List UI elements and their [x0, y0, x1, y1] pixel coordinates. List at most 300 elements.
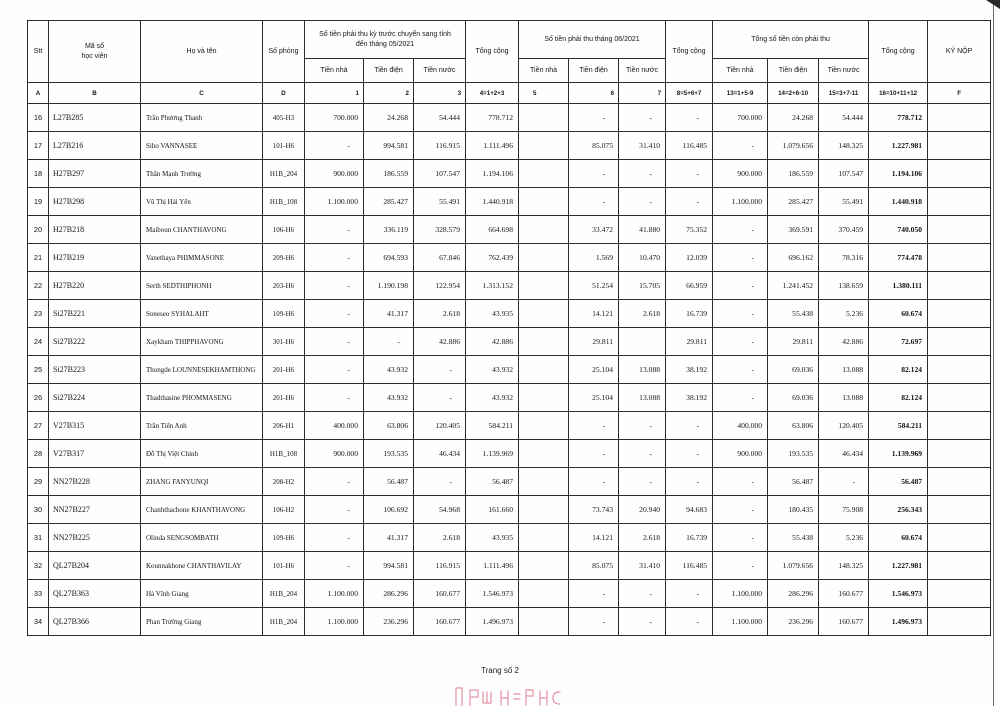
name-cell: ZHANG FANYUNQI [141, 468, 263, 496]
june-house-cell [519, 524, 569, 552]
prev-electric-cell: 43.932 [364, 356, 414, 384]
prev-water-cell: 328.579 [414, 216, 466, 244]
student-id-cell: H27B218 [49, 216, 141, 244]
june-water-cell: 31.410 [619, 552, 666, 580]
stt-cell: 16 [28, 104, 49, 132]
student-id-cell: V27B315 [49, 412, 141, 440]
june-water-cell: - [619, 188, 666, 216]
table-row [28, 216, 991, 244]
prev-electric-cell: 286.296 [364, 580, 414, 608]
due-electric-cell: 180.435 [768, 496, 819, 524]
june-total-cell: 116.485 [666, 132, 713, 160]
stt-cell: 29 [28, 468, 49, 496]
header-due-total: Tổng cộng [869, 21, 928, 83]
name-cell: Xaykham THIPPHAVONG [141, 328, 263, 356]
table-row [28, 188, 991, 216]
june-electric-cell: 29.811 [569, 328, 619, 356]
june-water-cell: 20.940 [619, 496, 666, 524]
column-code: 13=1+5-9 [713, 83, 768, 104]
june-house-cell [519, 272, 569, 300]
june-total-cell: - [666, 440, 713, 468]
prev-water-cell: 2.618 [414, 300, 466, 328]
due-electric-cell: 29.811 [768, 328, 819, 356]
due-house-cell: - [713, 552, 768, 580]
prev-water-cell: - [414, 468, 466, 496]
stt-cell: 19 [28, 188, 49, 216]
june-total-cell: 16.739 [666, 524, 713, 552]
prev-house-cell: 900.000 [305, 160, 364, 188]
name-cell: Đỗ Thị Việt Chinh [141, 440, 263, 468]
june-total-cell: 66.959 [666, 272, 713, 300]
june-water-cell: - [619, 104, 666, 132]
due-house-cell: 1.100.000 [713, 580, 768, 608]
prev-total-cell: 1.440.918 [466, 188, 519, 216]
prev-total-cell: 762.439 [466, 244, 519, 272]
name-cell: Chanhthachone KHANTHAVONG [141, 496, 263, 524]
prev-house-cell: 1.100.000 [305, 188, 364, 216]
due-electric-cell: 186.559 [768, 160, 819, 188]
header-student-id: Mã số học viên [49, 21, 141, 83]
room-cell: 106-H2 [263, 496, 305, 524]
name-cell: Vũ Thị Hải Yến [141, 188, 263, 216]
room-cell: 101-H6 [263, 132, 305, 160]
june-electric-cell: - [569, 160, 619, 188]
student-id-cell: H27B297 [49, 160, 141, 188]
prev-electric-cell: 694.593 [364, 244, 414, 272]
prev-water-cell: 160.677 [414, 608, 466, 636]
prev-house-cell: - [305, 496, 364, 524]
due-total-cell: 774.478 [869, 244, 928, 272]
june-house-cell [519, 188, 569, 216]
header-due-house: Tiền nhà [713, 59, 768, 83]
prev-electric-cell: 336.119 [364, 216, 414, 244]
june-house-cell [519, 608, 569, 636]
prev-water-cell: 54.968 [414, 496, 466, 524]
june-total-cell: - [666, 104, 713, 132]
due-total-cell: 56.487 [869, 468, 928, 496]
june-water-cell: 2.618 [619, 300, 666, 328]
column-code: 16=10+11+12 [869, 83, 928, 104]
june-total-cell: 38.192 [666, 356, 713, 384]
june-total-cell: 16.739 [666, 300, 713, 328]
prev-house-cell: - [305, 216, 364, 244]
due-house-cell: - [713, 272, 768, 300]
june-house-cell [519, 328, 569, 356]
table-body [28, 104, 991, 636]
due-water-cell: 5.236 [819, 524, 869, 552]
due-electric-cell: 24.268 [768, 104, 819, 132]
header-due-water: Tiền nước [819, 59, 869, 83]
due-total-cell: 584.211 [869, 412, 928, 440]
header-prev-total: Tổng cộng [466, 21, 519, 83]
prev-total-cell: 1.546.973 [466, 580, 519, 608]
column-code: 2 [364, 83, 414, 104]
table-row [28, 328, 991, 356]
prev-water-cell: - [414, 384, 466, 412]
student-id-cell: QL27B363 [49, 580, 141, 608]
prev-total-cell: 43.935 [466, 300, 519, 328]
header-name: Họ và tên [141, 21, 263, 83]
due-electric-cell: 63.806 [768, 412, 819, 440]
header-group-prev: Số tiền phải thu kỳ trước chuyển sang tính đến tháng 05/2021 [305, 21, 466, 59]
due-total-cell: 1.440.918 [869, 188, 928, 216]
june-water-cell: 2.618 [619, 524, 666, 552]
due-electric-cell: 369.591 [768, 216, 819, 244]
due-total-cell: 1.546.973 [869, 580, 928, 608]
due-water-cell: 160.677 [819, 608, 869, 636]
june-total-cell: - [666, 412, 713, 440]
room-cell: 209-H6 [263, 244, 305, 272]
due-house-cell: - [713, 244, 768, 272]
prev-water-cell: 160.677 [414, 580, 466, 608]
june-house-cell [519, 132, 569, 160]
room-cell: 301-H6 [263, 328, 305, 356]
student-id-cell: QL27B366 [49, 608, 141, 636]
june-electric-cell: - [569, 104, 619, 132]
prev-water-cell: 120.405 [414, 412, 466, 440]
june-total-cell: - [666, 580, 713, 608]
prev-electric-cell: 41.317 [364, 524, 414, 552]
due-house-cell: - [713, 328, 768, 356]
table-row [28, 412, 991, 440]
header-due-electric: Tiền điện [768, 59, 819, 83]
column-code: 1 [305, 83, 364, 104]
june-total-cell: - [666, 160, 713, 188]
prev-house-cell: - [305, 384, 364, 412]
june-total-cell: - [666, 608, 713, 636]
room-cell: 201-H6 [263, 384, 305, 412]
name-cell: Kounnakhone CHANTHAVILAY [141, 552, 263, 580]
stt-cell: 27 [28, 412, 49, 440]
due-water-cell: 46.434 [819, 440, 869, 468]
prev-water-cell: 116.915 [414, 132, 466, 160]
due-house-cell: - [713, 524, 768, 552]
table-row [28, 244, 991, 272]
stt-cell: 28 [28, 440, 49, 468]
prev-water-cell: 46.434 [414, 440, 466, 468]
june-electric-cell: 73.743 [569, 496, 619, 524]
header-prev-electric: Tiền điện [364, 59, 414, 83]
prev-electric-cell: 1.190.198 [364, 272, 414, 300]
june-water-cell: 13.088 [619, 356, 666, 384]
signature-cell [928, 300, 991, 328]
due-house-cell: 900.000 [713, 160, 768, 188]
prev-house-cell: - [305, 272, 364, 300]
due-house-cell: - [713, 468, 768, 496]
column-code: B [49, 83, 141, 104]
table-row [28, 272, 991, 300]
column-code: 5 [519, 83, 569, 104]
due-water-cell: - [819, 468, 869, 496]
due-water-cell: 5.236 [819, 300, 869, 328]
prev-electric-cell: 186.559 [364, 160, 414, 188]
june-electric-cell: 1.569 [569, 244, 619, 272]
june-electric-cell: - [569, 468, 619, 496]
due-total-cell: 72.697 [869, 328, 928, 356]
prev-total-cell: 161.660 [466, 496, 519, 524]
stt-cell: 20 [28, 216, 49, 244]
prev-house-cell: - [305, 300, 364, 328]
prev-water-cell: 42.886 [414, 328, 466, 356]
june-house-cell [519, 300, 569, 328]
prev-water-cell: 107.547 [414, 160, 466, 188]
stt-cell: 18 [28, 160, 49, 188]
student-id-cell: Si27B222 [49, 328, 141, 356]
due-electric-cell: 286.296 [768, 580, 819, 608]
prev-electric-cell: 106.692 [364, 496, 414, 524]
fee-table [27, 20, 991, 636]
prev-total-cell: 1.111.496 [466, 132, 519, 160]
due-electric-cell: 55.438 [768, 524, 819, 552]
june-electric-cell: 14.121 [569, 524, 619, 552]
room-cell: H1B_108 [263, 440, 305, 468]
due-electric-cell: 1.241.452 [768, 272, 819, 300]
name-cell: Maiboun CHANTHAVONG [141, 216, 263, 244]
signature-cell [928, 524, 991, 552]
prev-total-cell: 1.111.496 [466, 552, 519, 580]
table-row [28, 608, 991, 636]
stt-cell: 26 [28, 384, 49, 412]
signature-cell [928, 132, 991, 160]
due-water-cell: 148.325 [819, 132, 869, 160]
june-house-cell [519, 496, 569, 524]
column-code: 4=1+2+3 [466, 83, 519, 104]
due-total-cell: 60.674 [869, 524, 928, 552]
prev-house-cell: - [305, 524, 364, 552]
column-code: 8=5+6+7 [666, 83, 713, 104]
name-cell: Olinda SENGSOMBATH [141, 524, 263, 552]
prev-electric-cell: 24.268 [364, 104, 414, 132]
due-electric-cell: 1.079.656 [768, 552, 819, 580]
signature-cell [928, 216, 991, 244]
due-house-cell: - [713, 216, 768, 244]
june-electric-cell: 85.075 [569, 552, 619, 580]
red-stamp [452, 683, 567, 706]
name-cell: Thadthasine PHOMMASENG [141, 384, 263, 412]
june-water-cell: 15.705 [619, 272, 666, 300]
header-june-electric: Tiền điện [569, 59, 619, 83]
signature-cell [928, 188, 991, 216]
due-electric-cell: 69.036 [768, 356, 819, 384]
june-electric-cell: - [569, 188, 619, 216]
due-water-cell: 148.325 [819, 552, 869, 580]
june-house-cell [519, 412, 569, 440]
june-water-cell: - [619, 412, 666, 440]
prev-electric-cell: 994.581 [364, 132, 414, 160]
june-water-cell: - [619, 608, 666, 636]
room-cell: 208-H2 [263, 468, 305, 496]
header-signature: KÝ NỘP [928, 21, 991, 83]
stt-cell: 23 [28, 300, 49, 328]
table-row [28, 440, 991, 468]
student-id-cell: Si27B221 [49, 300, 141, 328]
june-total-cell: 12.039 [666, 244, 713, 272]
prev-house-cell: 400.000 [305, 412, 364, 440]
due-electric-cell: 55.438 [768, 300, 819, 328]
name-cell: Vanethaya PHIMMASONE [141, 244, 263, 272]
due-water-cell: 370.459 [819, 216, 869, 244]
june-electric-cell: - [569, 412, 619, 440]
signature-cell [928, 356, 991, 384]
student-id-cell: V27B317 [49, 440, 141, 468]
student-id-cell: H27B298 [49, 188, 141, 216]
june-electric-cell: 51.254 [569, 272, 619, 300]
column-code: A [28, 83, 49, 104]
june-house-cell [519, 580, 569, 608]
due-water-cell: 138.659 [819, 272, 869, 300]
due-house-cell: - [713, 356, 768, 384]
student-id-cell: L27B285 [49, 104, 141, 132]
june-water-cell: 41.880 [619, 216, 666, 244]
student-id-cell: L27B216 [49, 132, 141, 160]
column-code: 6 [569, 83, 619, 104]
name-cell: Thongde LOUNNESEKHAMTHONG [141, 356, 263, 384]
table-row [28, 300, 991, 328]
june-electric-cell: - [569, 580, 619, 608]
june-total-cell: 38.192 [666, 384, 713, 412]
prev-electric-cell: 285.427 [364, 188, 414, 216]
due-water-cell: 78.316 [819, 244, 869, 272]
name-cell: Thân Mạnh Trường [141, 160, 263, 188]
header-june-house: Tiền nhà [519, 59, 569, 83]
due-house-cell: 1.100.000 [713, 608, 768, 636]
prev-house-cell: - [305, 468, 364, 496]
prev-total-cell: 43.935 [466, 524, 519, 552]
due-electric-cell: 69.036 [768, 384, 819, 412]
header-room: Số phòng [263, 21, 305, 83]
due-water-cell: 13.088 [819, 356, 869, 384]
signature-cell [928, 244, 991, 272]
due-water-cell: 42.886 [819, 328, 869, 356]
header-row [28, 21, 991, 59]
due-total-cell: 1.227.981 [869, 132, 928, 160]
header-june-total: Tổng cộng [666, 21, 713, 83]
due-total-cell: 1.194.106 [869, 160, 928, 188]
signature-cell [928, 468, 991, 496]
prev-electric-cell: 994.581 [364, 552, 414, 580]
due-total-cell: 60.674 [869, 300, 928, 328]
prev-total-cell: 1.139.969 [466, 440, 519, 468]
june-total-cell: 29.811 [666, 328, 713, 356]
room-cell: 206-H1 [263, 412, 305, 440]
june-house-cell [519, 468, 569, 496]
june-total-cell: 75.352 [666, 216, 713, 244]
stt-cell: 34 [28, 608, 49, 636]
due-water-cell: 75.908 [819, 496, 869, 524]
prev-house-cell: 1.100.000 [305, 580, 364, 608]
june-electric-cell: 25.104 [569, 384, 619, 412]
due-total-cell: 256.343 [869, 496, 928, 524]
prev-electric-cell: 193.535 [364, 440, 414, 468]
room-cell: 405-H3 [263, 104, 305, 132]
june-house-cell [519, 356, 569, 384]
due-electric-cell: 285.427 [768, 188, 819, 216]
prev-total-cell: 1.496.973 [466, 608, 519, 636]
june-water-cell: - [619, 440, 666, 468]
signature-cell [928, 608, 991, 636]
signature-cell [928, 496, 991, 524]
due-total-cell: 1.380.111 [869, 272, 928, 300]
june-water-cell: 13.088 [619, 384, 666, 412]
prev-house-cell: - [305, 328, 364, 356]
room-cell: H1B_204 [263, 608, 305, 636]
student-id-cell: H27B219 [49, 244, 141, 272]
prev-electric-cell: 63.806 [364, 412, 414, 440]
prev-water-cell: 122.954 [414, 272, 466, 300]
due-house-cell: 400.000 [713, 412, 768, 440]
stt-cell: 30 [28, 496, 49, 524]
signature-cell [928, 440, 991, 468]
scan-edge [993, 0, 994, 706]
column-code: 3 [414, 83, 466, 104]
prev-total-cell: 42.886 [466, 328, 519, 356]
stt-cell: 31 [28, 524, 49, 552]
stt-cell: 32 [28, 552, 49, 580]
student-id-cell: NN27B228 [49, 468, 141, 496]
prev-total-cell: 43.932 [466, 356, 519, 384]
due-house-cell: - [713, 132, 768, 160]
june-electric-cell: 33.472 [569, 216, 619, 244]
name-cell: Trần Phương Thanh [141, 104, 263, 132]
header-june-water: Tiền nước [619, 59, 666, 83]
due-total-cell: 1.496.973 [869, 608, 928, 636]
prev-total-cell: 56.487 [466, 468, 519, 496]
june-water-cell: 31.410 [619, 132, 666, 160]
june-water-cell: - [619, 160, 666, 188]
due-electric-cell: 193.535 [768, 440, 819, 468]
page-number: Trang số 2 [481, 666, 519, 675]
prev-total-cell: 43.932 [466, 384, 519, 412]
june-water-cell: - [619, 468, 666, 496]
due-water-cell: 107.547 [819, 160, 869, 188]
name-cell: Serth SEDTHIPHONH [141, 272, 263, 300]
due-house-cell: - [713, 300, 768, 328]
june-electric-cell: 14.121 [569, 300, 619, 328]
prev-total-cell: 584.211 [466, 412, 519, 440]
room-cell: 201-H6 [263, 356, 305, 384]
due-total-cell: 740.050 [869, 216, 928, 244]
name-cell: Phan Trường Giang [141, 608, 263, 636]
due-total-cell: 82.124 [869, 356, 928, 384]
due-house-cell: 900.000 [713, 440, 768, 468]
june-total-cell: 116.485 [666, 552, 713, 580]
column-code: 14=2+6-10 [768, 83, 819, 104]
prev-house-cell: - [305, 552, 364, 580]
room-cell: 109-H6 [263, 300, 305, 328]
table-row [28, 468, 991, 496]
signature-cell [928, 580, 991, 608]
june-electric-cell: - [569, 608, 619, 636]
due-electric-cell: 56.487 [768, 468, 819, 496]
name-cell: Hà Vĩnh Giang [141, 580, 263, 608]
signature-cell [928, 552, 991, 580]
table-row [28, 160, 991, 188]
stt-cell: 33 [28, 580, 49, 608]
room-cell: 106-H6 [263, 216, 305, 244]
prev-water-cell: 54.444 [414, 104, 466, 132]
due-house-cell: 1.100.000 [713, 188, 768, 216]
prev-water-cell: 67.846 [414, 244, 466, 272]
room-cell: 101-H6 [263, 552, 305, 580]
june-electric-cell: 85.075 [569, 132, 619, 160]
due-total-cell: 1.227.981 [869, 552, 928, 580]
column-code-row [28, 83, 991, 104]
due-house-cell: - [713, 384, 768, 412]
signature-cell [928, 412, 991, 440]
due-water-cell: 160.677 [819, 580, 869, 608]
room-cell: 109-H6 [263, 524, 305, 552]
prev-water-cell: 2.618 [414, 524, 466, 552]
